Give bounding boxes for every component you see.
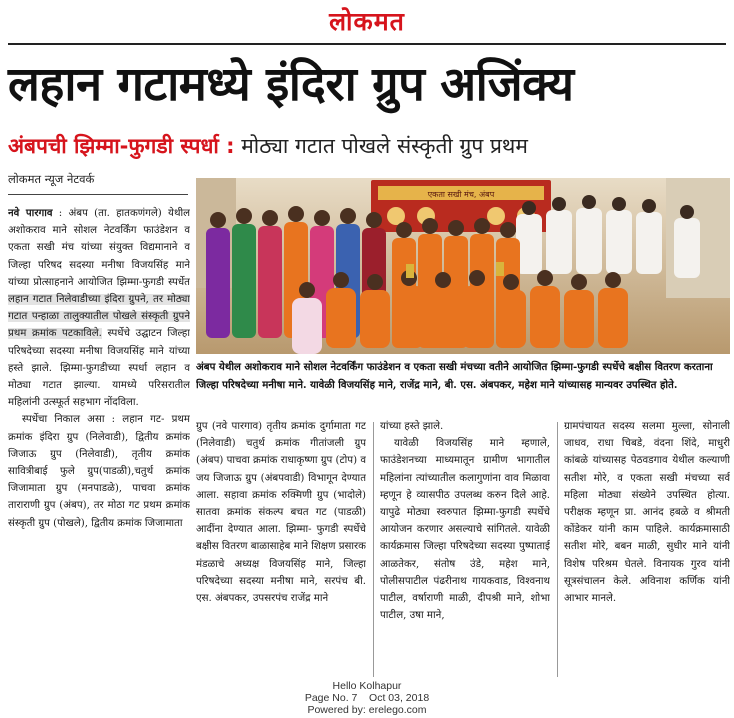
banner-text: एकता सखी मंच, अंबप [427, 190, 495, 199]
subheadline-rest: मोठ्या गटात पोखले संस्कृती ग्रुप प्रथम [234, 134, 528, 158]
article-column-4 [564, 418, 730, 680]
article-paragraph: यावेळी विजयसिंह माने म्हणाले, फाउंडेशनच्या माध्यमातून ग्रामीण भागातील महिलांना त्यांच्यातील कलागुणांना वाव मिळावा म्हणून हे व्यासपीठ उपलब्ध करुन दिले आहे. यापुढे मोठ्या स्वरुपात झिम्मा-फुगडी स्पर्धेचे आयोजन करणार असल्याचे सांगितले. यावेळी कार्यक्रमास जिल्हा परिषदेच्या सदस्या पुष्पाताई आळतेकर, संतोष उंडे, महेश माने, पोलीसपाटील पंढरीनाथ गायकवाड, विश्वनाथ पाटील, वर्षाराणी माळी, दीपश्री माने, शोभा पाटील, उषा माने, [380, 438, 550, 622]
event-photo [196, 178, 730, 354]
article-column-2 [196, 418, 366, 680]
paragraph-text: : अंबप (ता. हातकणंगले) येथील अशोकराव माने सोशल नेटवर्किंग फाउंडेशन व एकता सखी मंच यांच्या संयुक्त विद्यमानाने व जिल्हा परिषद सदस्या मनीषा विजयसिंह माने यांच्या प्रोत्साहनाने आयोजित झिम्मा-फुगडी स्पर्धेत [8, 208, 190, 288]
footer-date: Oct 03, 2018 [369, 692, 430, 704]
photo-caption: अंबप येथील अशोकराव माने सोशल नेटवर्किंग फाउंडेशन व एकता सखी मंचच्या वतीने आयोजित झिम्मा-फुगडी स्पर्धेचे बक्षीस वितरण करताना जिल्हा परिषदेच्या मनीषा माने. यावेळी विजयसिंह माने, राजेंद्र माने, बी. एस. अंबपकर, महेश माने यांच्यासह मान्यवर उपस्थित होते. [196, 361, 713, 391]
byline-rule [8, 194, 188, 195]
column-divider [373, 422, 374, 677]
photo-illustration [196, 178, 730, 354]
headline: लहान गटामध्ये इंदिरा ग्रुप अजिंक्य [8, 57, 574, 112]
highlighted-text: लहान गटात निलेवाडीच्या इंदिरा ग्रुपने, तर मोठ्या गटात पन्हाळा तालुक्यातील पोखले संस्कृती ग्रुपने प्रथम क्रमांक पटकाविले. [8, 294, 190, 340]
article-column-1 [8, 205, 190, 675]
subheadline-lead: अंबपची झिम्मा-फुगडी स्पर्धा : [8, 134, 235, 158]
paragraph-text: स्पर्धेचे उद्घाटन जिल्हा परिषदेच्या सदस्या मनीषा विजयसिंह माने यांच्या हस्ते झाले. झिम्मा-फुगडीच्या स्पर्धा लहान व मोठ्या गटात झाल्या. यामध्ये परिसरातील महिलांनी उत्स्फूर्त सहभाग नोंदविला. [8, 328, 190, 409]
results-paragraph: स्पर्धेचा निकाल असा : लहान गट- प्रथम क्रमांक इंदिरा ग्रुप (निलेवाडी), द्वितीय क्रमांक जिजाऊ ग्रुप (निलेवाडी), तृतीय क्रमांक सावित्रीबाई फुले ग्रुप(पाडळी),चतुर्थ क्रमांक जिजामाता ग्रुप (मनपाडळे), पाचवा क्रमांक ताराराणी ग्रुप (अंबप), तर मोठा गट प्रथम क्रमांक संस्कृती ग्रुप (पोखले), द्वितीय क्रमांक जिजामाता [8, 414, 190, 529]
footer-page: Page No. 7 [304, 692, 358, 704]
article-paragraph [8, 205, 190, 411]
article-paragraph: ग्रुप (नवे पारगाव) तृतीय क्रमांक दुर्गामाता गट (निलेवाडी) चतुर्थ क्रमांक गीतांजली ग्रुप (अंबप) पाचवा क्रमांक राधाकृष्णा ग्रुप (टोप) व जय जिजाऊ ग्रुप (अंबपवाडी) विभागून देण्यात आला. सहावा क्रमांक रुक्मिणी ग्रुप (भादोले) सातवा क्रमांक संकल्प बचत गट (पाडळी) आदींना देण्यात आला. झिम्मा- फुगडी स्पर्धेचे बक्षीस वितरण बाळासाहेब माने शिक्षण प्रसारक मंडळाचे अध्यक्ष विजयसिंह माने, जिल्हा परिषदेच्या सदस्या मनीषा माने, सरपंच बी. एस. अंबपकर, उपसरपंच राजेंद्र माने [196, 421, 366, 605]
subheadline [8, 126, 726, 166]
dateline: नवे पारगाव [8, 207, 53, 219]
article-paragraph: ग्रामपंचायत सदस्य सलमा मुल्ला, सोनाली जाधव, राधा चिबडे, वंदना शिंदे, माधुरी कांबळे यांच्यासह पेठवडगाव येथील कल्याणी सतीश मोरे, व एकता सखी मंचच्या सर्व महिला मोठ्या संख्येने उपस्थित होत्या. परीक्षक म्हणून प्रा. आनंद हबळे व श्रीमती कोंडेकर यांनी काम पाहिले. कार्यक्रमासाठी सतीश मोरे, बबन माळी, सुधीर माने यांनी विशेष परिश्रम घेतले. विनायक गुरव यांनी सूत्रसंचालन केले. अविनाश कर्णिक यांनी आभार मानले. [564, 421, 730, 605]
masthead-rule [8, 43, 726, 45]
byline: लोकमत न्यूज नेटवर्क [8, 172, 95, 186]
lokmat-logo: लोकमत [329, 7, 405, 36]
column-divider [557, 422, 558, 677]
footer-page-info [0, 692, 734, 704]
footer-powered: Powered by: erelego.com [307, 704, 427, 716]
article-column-3 [380, 418, 550, 680]
article-paragraph: यांच्या हस्ते झाले. [380, 421, 444, 432]
footer-edition: Hello Kolhapur [332, 680, 402, 692]
